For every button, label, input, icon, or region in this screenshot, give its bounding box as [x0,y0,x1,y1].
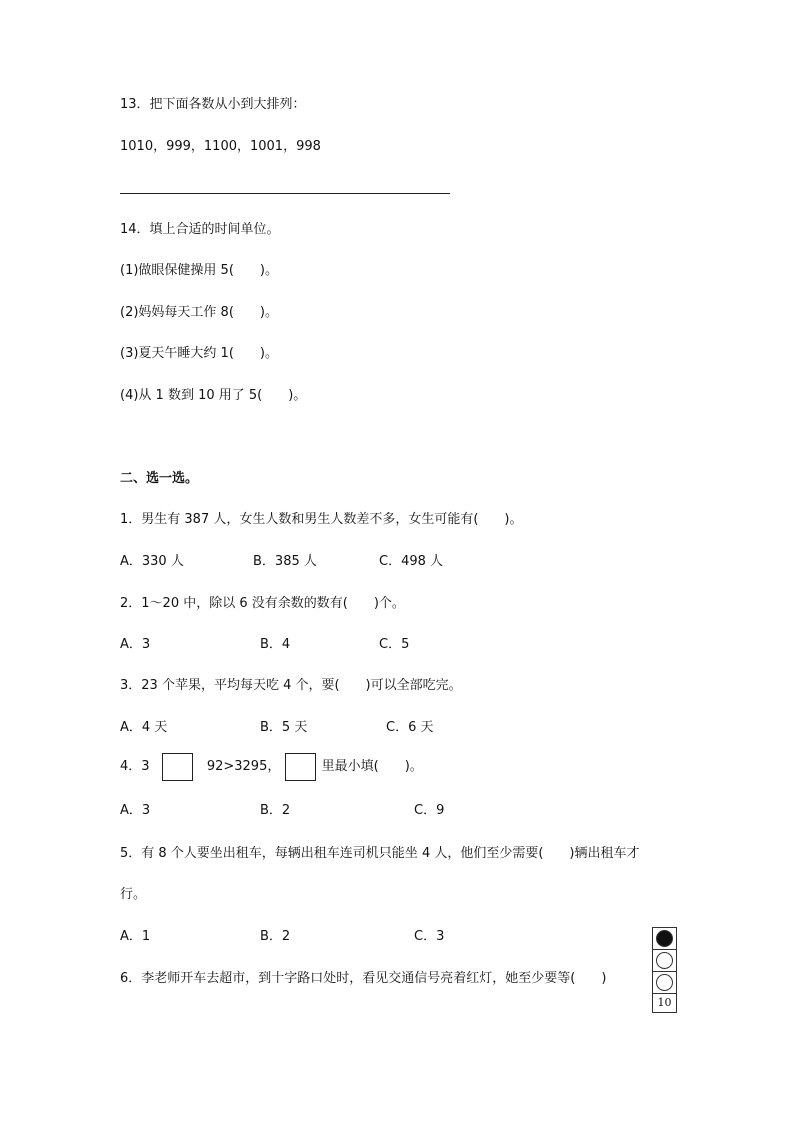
choice-2-stem: 2．1～20 中，除以 6 没有余数的数有( )个。 [120,596,405,611]
yellow-light [656,952,673,969]
choice-5-option-a: A．1 [120,929,151,944]
question-14-item-3: (3)夏天午睡大约 1( )。 [120,346,278,361]
answer-line [120,193,450,194]
choice-4-stem [120,752,423,782]
signal-timer: 10 [657,996,672,1009]
question-13-title: 13．把下面各数从小到大排列： [120,97,306,112]
choice-1-option-c: C．498 人 [379,554,444,569]
question-14-title: 14．填上合适的时间单位。 [120,222,280,237]
choice-2-option-c: C．5 [379,637,410,652]
choice-2-option-b: B．4 [260,637,291,652]
choice-4-option-c: C．9 [414,803,445,818]
choice-1-option-a: A．330 人 [120,554,184,569]
question-14-item-1: (1)做眼保健操用 5( )。 [120,263,278,278]
question-14-item-2: (2)妈妈每天工作 8( )。 [120,305,278,320]
choice-4-option-a: A．3 [120,803,151,818]
red-light [656,930,673,947]
section-2-title: 二、选一选。 [120,471,199,486]
choice-5-option-c: C．3 [414,929,445,944]
question-14-item-4: (4)从 1 数到 10 用了 5( )。 [120,388,307,403]
choice-2-option-a: A．3 [120,637,151,652]
traffic-signal [652,927,677,1013]
blank-box-2 [285,753,316,781]
choice-1-option-b: B．385 人 [253,554,317,569]
question-13-numbers: 1010，999，1100，1001，998 [120,139,321,154]
choice-5-stem-cont: 行。 [120,887,147,902]
choice-4-stem-post: 里最小填( )。 [321,759,423,774]
choice-4-option-b: B．2 [260,803,291,818]
choice-5-option-b: B．2 [260,929,291,944]
choice-3-stem: 3．23 个苹果，平均每天吃 4 个，要( )可以全部吃完。 [120,678,462,693]
blank-box-1 [162,753,193,781]
green-light [656,974,673,991]
signal-divider [653,949,676,950]
choice-3-option-b: B．5 天 [260,720,308,735]
choice-4-stem-mid: 92>3295， [206,759,281,774]
signal-divider [653,971,676,972]
choice-4-stem-pre: 4．3 [120,759,150,774]
choice-3-option-c: C．6 天 [386,720,434,735]
choice-5-stem: 5．有 8 个人要坐出租车，每辆出租车连司机只能坐 4 人，他们至少需要( )辆出租车才 [120,846,640,861]
choice-1-stem: 1．男生有 387 人，女生人数和男生人数差不多，女生可能有( )。 [120,512,523,527]
choice-6-stem: 6．李老师开车去超市，到十字路口处时，看见交通信号亮着红灯，她至少要等( ) [120,971,607,986]
choice-3-option-a: A．4 天 [120,720,168,735]
